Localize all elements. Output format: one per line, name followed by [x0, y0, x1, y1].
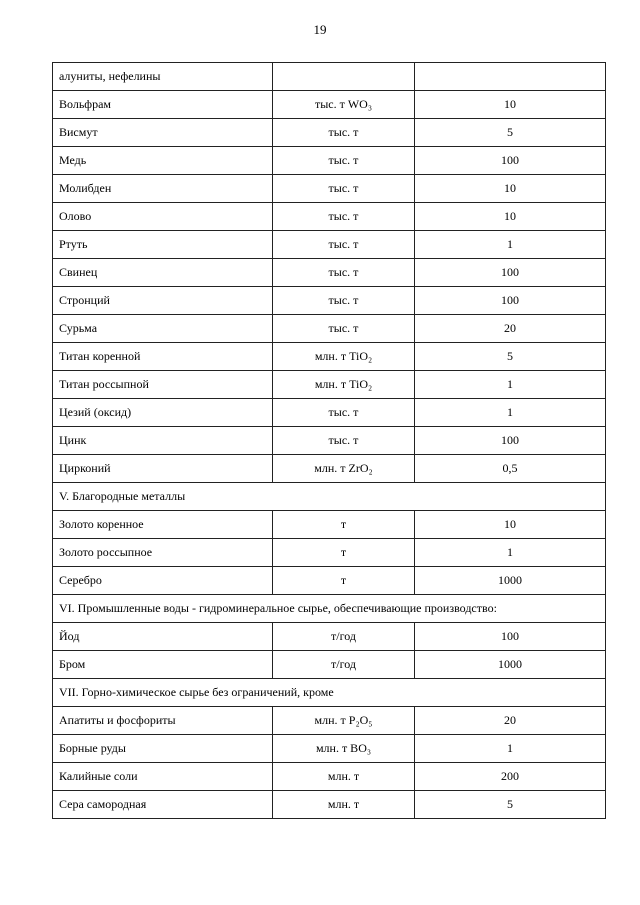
unit-cell: млн. т TiO₂: [273, 343, 415, 371]
resource-name-cell: Титан коренной: [53, 343, 273, 371]
resource-name-cell: Серебро: [53, 567, 273, 595]
threshold-value-cell: 1: [415, 371, 606, 399]
threshold-value-cell: 20: [415, 707, 606, 735]
resource-name-cell: Вольфрам: [53, 91, 273, 119]
section-header-row: [53, 679, 606, 707]
unit-cell: тыс. т: [273, 175, 415, 203]
unit-cell: млн. т: [273, 791, 415, 819]
resource-name-cell: Ртуть: [53, 231, 273, 259]
threshold-value-cell: 20: [415, 315, 606, 343]
resource-name-cell: Свинец: [53, 259, 273, 287]
table-row: [53, 175, 606, 203]
resource-name-cell: Золото россыпное: [53, 539, 273, 567]
table-row: [53, 399, 606, 427]
threshold-value-cell: 1000: [415, 567, 606, 595]
unit-cell: тыс. т: [273, 399, 415, 427]
resource-name-cell: Йод: [53, 623, 273, 651]
threshold-value-cell: 100: [415, 147, 606, 175]
threshold-value-cell: 10: [415, 175, 606, 203]
unit-cell: млн. т P₂O₅: [273, 707, 415, 735]
unit-cell: т: [273, 567, 415, 595]
unit-cell: тыс. т: [273, 315, 415, 343]
unit-cell: тыс. т: [273, 287, 415, 315]
resource-name-cell: Олово: [53, 203, 273, 231]
threshold-value-cell: 100: [415, 427, 606, 455]
table-row: [53, 763, 606, 791]
resource-name-cell: Апатиты и фосфориты: [53, 707, 273, 735]
resource-name-cell: Медь: [53, 147, 273, 175]
unit-cell: тыс. т WO₃: [273, 91, 415, 119]
table-row: [53, 455, 606, 483]
table-row: [53, 651, 606, 679]
unit-cell: млн. т ZrO₂: [273, 455, 415, 483]
threshold-value-cell: 5: [415, 119, 606, 147]
resource-name-cell: Цезий (оксид): [53, 399, 273, 427]
resource-name-cell: Золото коренное: [53, 511, 273, 539]
section-title: V. Благородные металлы: [53, 483, 606, 511]
threshold-value-cell: 100: [415, 259, 606, 287]
threshold-value-cell: 100: [415, 623, 606, 651]
table-row: [53, 343, 606, 371]
resource-name-cell: Стронций: [53, 287, 273, 315]
section-title: VI. Промышленные воды - гидроминеральное сырье, обеспечивающие производство:: [53, 595, 606, 623]
resource-name-cell: Цирконий: [53, 455, 273, 483]
unit-cell: тыс. т: [273, 147, 415, 175]
table-row: [53, 623, 606, 651]
unit-cell: тыс. т: [273, 119, 415, 147]
unit-cell: т/год: [273, 651, 415, 679]
resource-name-cell: Бром: [53, 651, 273, 679]
unit-cell: млн. т TiO₂: [273, 371, 415, 399]
unit-cell: млн. т BO₃: [273, 735, 415, 763]
table-row: [53, 371, 606, 399]
table-row: [53, 91, 606, 119]
table-body: [53, 63, 606, 819]
threshold-value-cell: 10: [415, 511, 606, 539]
threshold-value-cell: 200: [415, 763, 606, 791]
resource-name-cell: Цинк: [53, 427, 273, 455]
table-row: [53, 287, 606, 315]
table-row: [53, 259, 606, 287]
unit-cell: тыс. т: [273, 427, 415, 455]
table-row: [53, 539, 606, 567]
threshold-value-cell: 0,5: [415, 455, 606, 483]
unit-cell: т: [273, 539, 415, 567]
resource-name-cell: Висмут: [53, 119, 273, 147]
table-row: [53, 63, 606, 91]
table-row: [53, 203, 606, 231]
table-row: [53, 791, 606, 819]
table-row: [53, 707, 606, 735]
resource-name-cell: Молибден: [53, 175, 273, 203]
threshold-value-cell: 5: [415, 343, 606, 371]
resource-name-cell: Борные руды: [53, 735, 273, 763]
table-row: [53, 427, 606, 455]
table-row: [53, 567, 606, 595]
table-row: [53, 735, 606, 763]
section-header-row: [53, 483, 606, 511]
threshold-value-cell: 5: [415, 791, 606, 819]
resource-table: [52, 62, 606, 819]
table-row: [53, 119, 606, 147]
resource-name-cell: Сурьма: [53, 315, 273, 343]
table-row: [53, 315, 606, 343]
unit-cell: [273, 63, 415, 91]
resource-name-cell: Сера самородная: [53, 791, 273, 819]
table-row: [53, 147, 606, 175]
threshold-value-cell: 1: [415, 539, 606, 567]
threshold-value-cell: 100: [415, 287, 606, 315]
unit-cell: тыс. т: [273, 259, 415, 287]
threshold-value-cell: 10: [415, 91, 606, 119]
threshold-value-cell: 10: [415, 203, 606, 231]
unit-cell: т/год: [273, 623, 415, 651]
resource-name-cell: Калийные соли: [53, 763, 273, 791]
section-header-row: [53, 595, 606, 623]
resource-name-cell: Титан россыпной: [53, 371, 273, 399]
page-number: 19: [313, 22, 327, 37]
section-title: VII. Горно-химическое сырье без ограничений, кроме: [53, 679, 606, 707]
threshold-value-cell: 1: [415, 735, 606, 763]
table-row: [53, 231, 606, 259]
table-row: [53, 511, 606, 539]
resource-name-cell: алуниты, нефелины: [53, 63, 273, 91]
threshold-value-cell: [415, 63, 606, 91]
threshold-value-cell: 1000: [415, 651, 606, 679]
unit-cell: тыс. т: [273, 231, 415, 259]
threshold-value-cell: 1: [415, 399, 606, 427]
threshold-value-cell: 1: [415, 231, 606, 259]
unit-cell: млн. т: [273, 763, 415, 791]
unit-cell: тыс. т: [273, 203, 415, 231]
unit-cell: т: [273, 511, 415, 539]
